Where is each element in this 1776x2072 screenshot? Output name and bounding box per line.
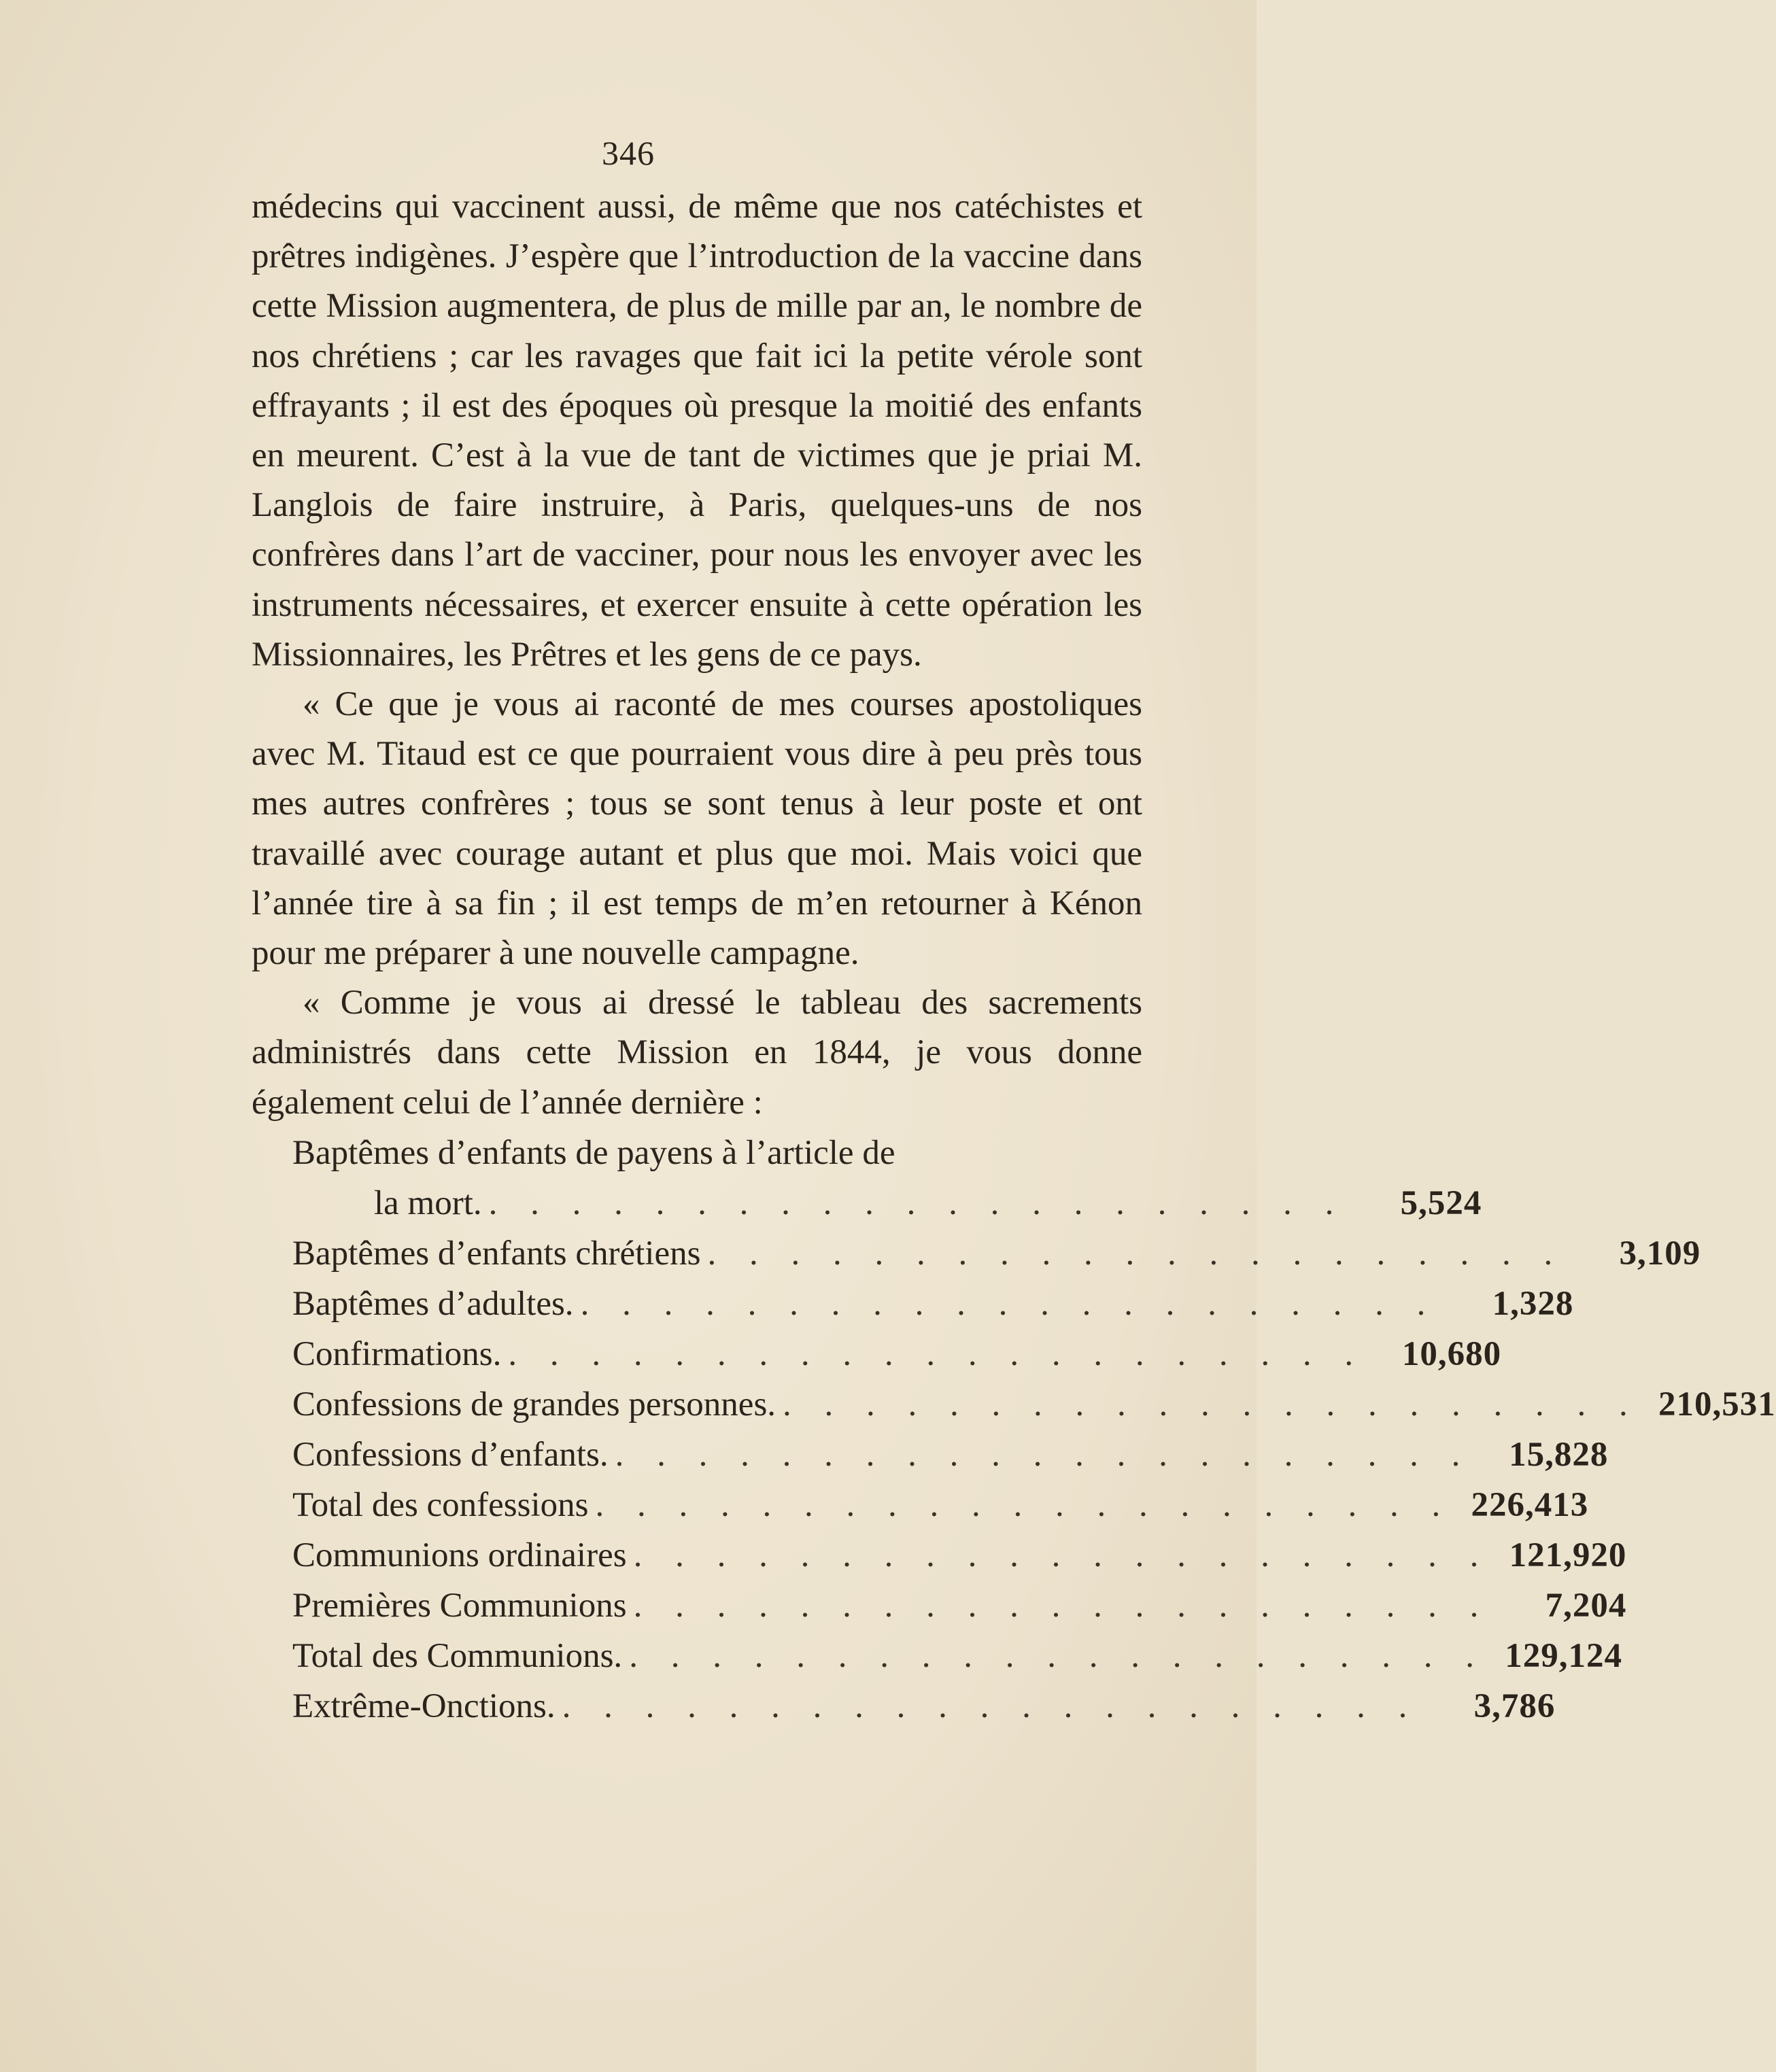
row-value: 1,328 [1492,1284,1574,1323]
row-label: Premières Communions [292,1586,627,1625]
sacraments-table [252,1128,1776,1731]
dot-leader: . . . . . . . . . . . . . . . . . . . . . [580,1284,1438,1323]
paragraph-3: « Comme je vous ai dressé le tableau des sacrements administrés dans cette Mission en 1844, je vous donne également celui de l’année dernière : [252,984,1142,1122]
row-value: 7,204 [1545,1586,1627,1625]
row-label: Baptêmes d’enfants chrétiens [292,1234,701,1273]
row-value: 5,524 [1400,1184,1482,1222]
table-row [252,1430,1609,1480]
row-label: Confessions d’enfants. [292,1435,609,1474]
dot-leader: . . . . . . . . . . . . . . . . . . . . . [615,1435,1473,1474]
table-row [252,1480,1589,1530]
row-label: Extrême-Onctions. [292,1687,556,1725]
row-value: 129,124 [1505,1636,1622,1675]
table-row [252,1379,1776,1430]
paragraph-1: médecins qui vaccinent aussi, de même que nos catéchistes et prêtres indigènes. J’espère que l’introduction de la vaccine dans cette Mission augmentera, de plus de mille par an, le nombre de nos chrétiens ; car les ravages que fait ici la petite vérole sont effrayants ; il est des époques où presque la moitié des enfants en meurent. C’est à la vue de tant de victimes que je priai M. Langlois de faire instruire, à Paris, quelques-uns de nos confrères dans l’art de vacciner, pour nous les envoyer avec les instruments nécessaires, et exercer ensuite à cette opération les Missionnaires, les Prêtres et les gens de ce pays. [252,188,1142,674]
dot-leader: . . . . . . . . . . . . . . . . . . . . . [707,1234,1565,1273]
table-row [252,1329,1502,1379]
row-value: 210,531 [1658,1385,1776,1423]
dot-leader: . . . . . . . . . . . . . . . . . . . . . [633,1586,1491,1625]
row-value: 3,786 [1473,1687,1556,1725]
dot-leader: . . . . . . . . . . . . . . . . . . . . . [508,1334,1366,1373]
dot-leader: . . . . . . . . . . . . . . . . . . . . . [595,1485,1453,1524]
table-row [252,1581,1627,1631]
table-row [252,1228,1701,1279]
row-label: Confirmations. [292,1334,502,1373]
table-row [252,1530,1627,1581]
row-label: la mort. [374,1184,482,1222]
table-row [252,1178,1482,1228]
dot-leader: . . . . . . . . . . . . . . . . . . . . . [488,1184,1346,1222]
table-row [252,1681,1556,1731]
table-row-heading [252,1128,1142,1178]
dot-leader: . . . . . . . . . . . . . . . . . . . . . [783,1385,1640,1423]
row-value: 10,680 [1401,1334,1502,1373]
dot-leader: . . . . . . . . . . . . . . . . . . . . . [629,1636,1486,1675]
row-label: Baptêmes d’enfants de payens à l’article de [292,1133,895,1172]
row-label: Total des Communions. [292,1636,623,1675]
dot-leader: . . . . . . . . . . . . . . . . . . . . . [562,1687,1420,1725]
row-label: Confessions de grandes personnes. [292,1385,776,1423]
row-value: 121,920 [1509,1536,1627,1574]
paragraph-2: « Ce que je vous ai raconté de mes courses apostoliques avec M. Titaud est ce que pourraient vous dire à peu près tous mes autres confrères ; tous se sont tenus à leur poste et ont travaillé avec courage autant et plus que moi. Mais voici que l’année tire à sa fin ; il est temps de m’en retourner à Kénon pour me préparer à une nouvelle campagne. [252,685,1142,973]
page-number: 346 [602,134,655,172]
row-label: Total des confessions [292,1485,589,1524]
dot-leader: . . . . . . . . . . . . . . . . . . . . . [633,1536,1491,1574]
row-value: 15,828 [1509,1435,1609,1474]
body-text [252,182,1776,1731]
table-row [252,1279,1574,1329]
row-label: Baptêmes d’adultes. [292,1284,574,1323]
table-row [252,1631,1622,1681]
row-label: Communions ordinaires [292,1536,627,1574]
row-value: 226,413 [1471,1485,1589,1524]
row-value: 3,109 [1619,1234,1701,1273]
